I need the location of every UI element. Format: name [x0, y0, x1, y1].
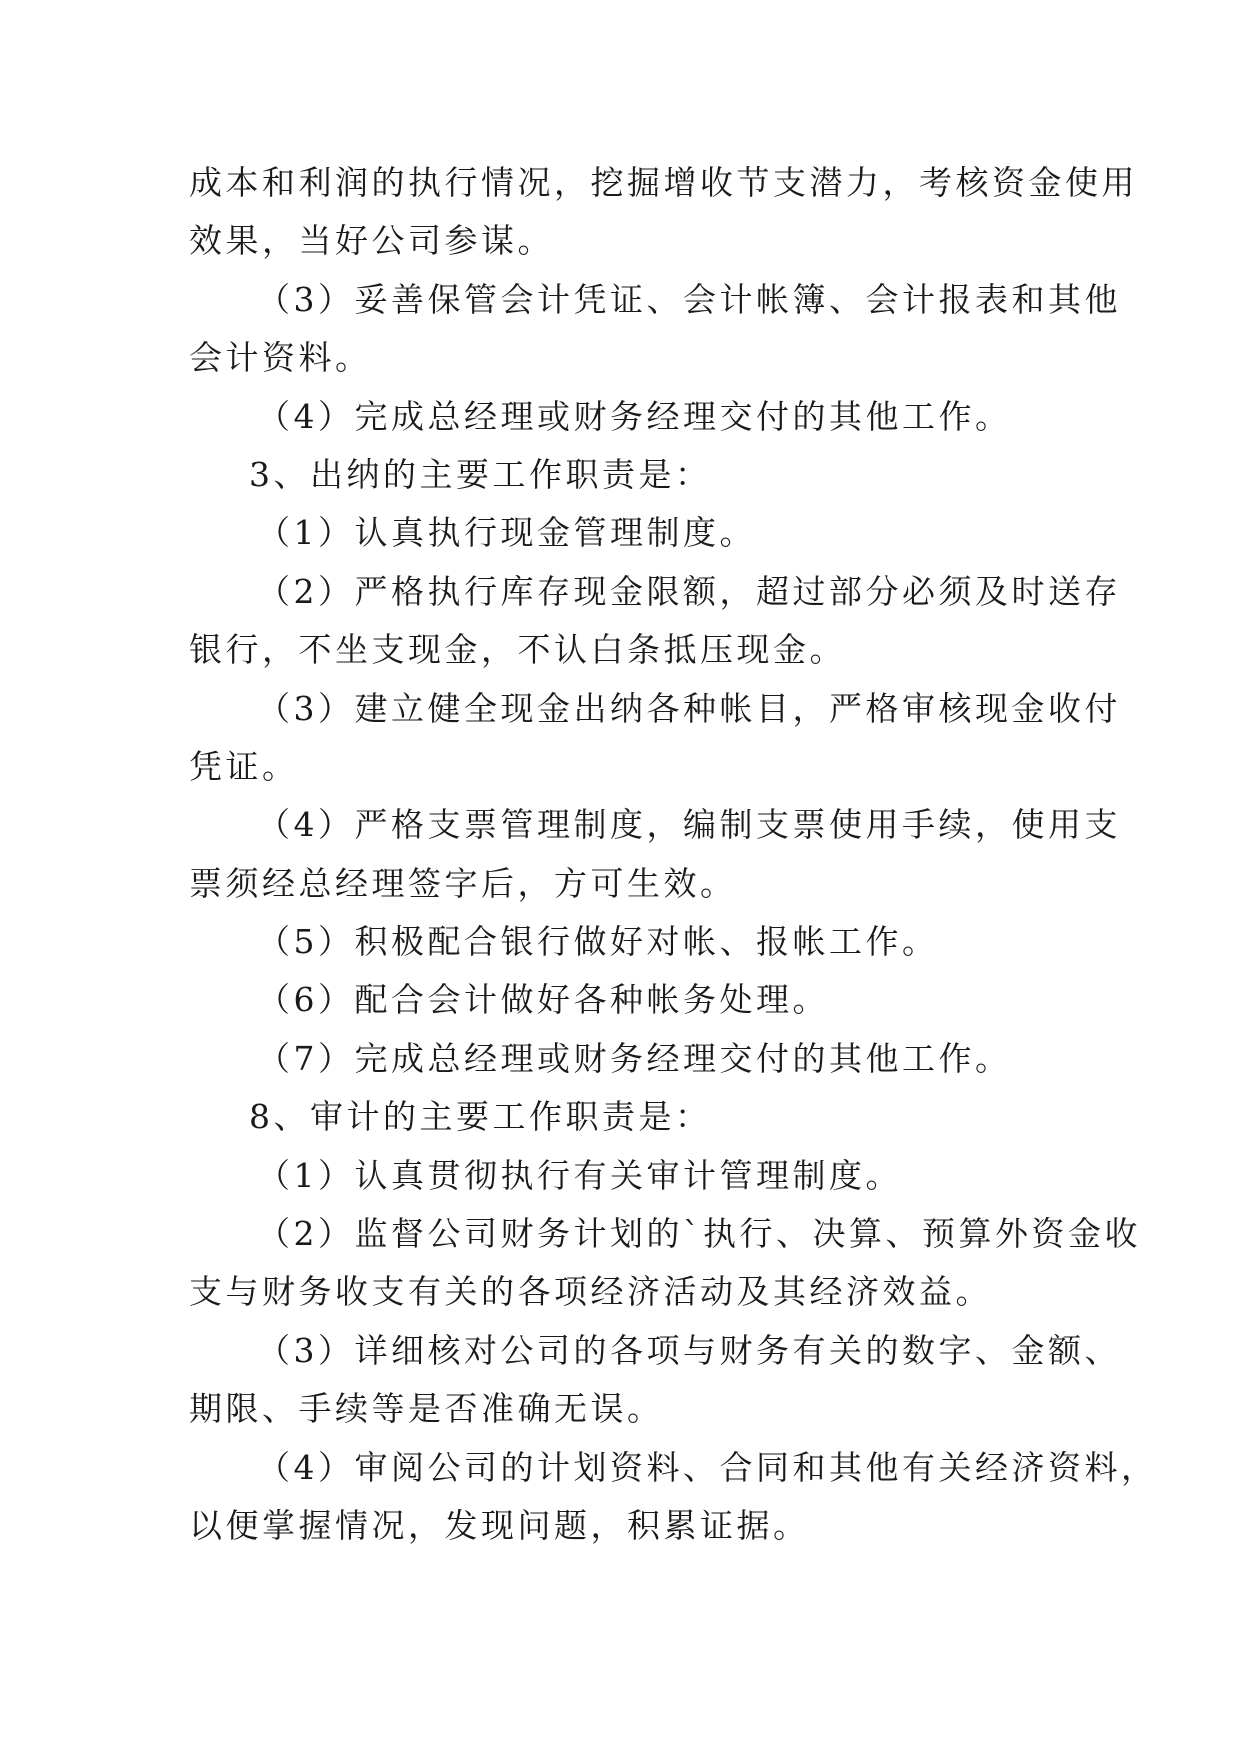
document-body — [189, 154, 1158, 1555]
section-heading: 8、审计的主要工作职责是： — [249, 1097, 712, 1137]
body-line: 成本和利润的执行情况，挖掘增收节支潜力，考核资金使用 — [189, 163, 1138, 202]
list-item: （3）建立健全现金出纳各种帐目，严格审核现金收付 — [257, 688, 1121, 728]
list-item: （4）完成总经理或财务经理交付的其他工作。 — [257, 396, 1012, 436]
list-item: （1）认真执行现金管理制度。 — [257, 513, 756, 553]
body-line: 效果，当好公司参谋。 — [189, 221, 554, 261]
list-item: （6）配合会计做好各种帐务处理。 — [257, 980, 829, 1020]
section-heading: 3、出纳的主要工作职责是： — [249, 454, 712, 494]
list-item: （3）详细核对公司的各项与财务有关的数字、金额、 — [257, 1330, 1121, 1370]
list-item: （2）监督公司财务计划的`执行、决算、预算外资金收 — [257, 1214, 1141, 1254]
list-item: （1）认真贯彻执行有关审计管理制度。 — [257, 1155, 902, 1195]
list-item: （2）严格执行库存现金限额，超过部分必须及时送存 — [257, 571, 1121, 611]
list-item: （5）积极配合银行做好对帐、报帐工作。 — [257, 922, 939, 962]
body-line: 银行，不坐支现金，不认白条抵压现金。 — [189, 630, 846, 670]
list-item: （3）妥善保管会计凭证、会计帐簿、会计报表和其他 — [257, 279, 1121, 319]
body-line: 票须经总经理签字后，方可生效。 — [189, 863, 737, 903]
list-item: （4）严格支票管理制度，编制支票使用手续，使用支 — [257, 805, 1121, 845]
body-line: 会计资料。 — [189, 338, 372, 378]
list-item: （4）审阅公司的计划资料、合同和其他有关经济资料， — [257, 1447, 1158, 1487]
body-line: 支与财务收支有关的各项经济活动及其经济效益。 — [189, 1272, 992, 1312]
body-line: 期限、手续等是否准确无误。 — [189, 1389, 664, 1429]
body-line: 凭证。 — [189, 746, 299, 786]
body-line: 以便掌握情况，发现问题，积累证据。 — [189, 1505, 810, 1545]
list-item: （7）完成总经理或财务经理交付的其他工作。 — [257, 1038, 1012, 1078]
